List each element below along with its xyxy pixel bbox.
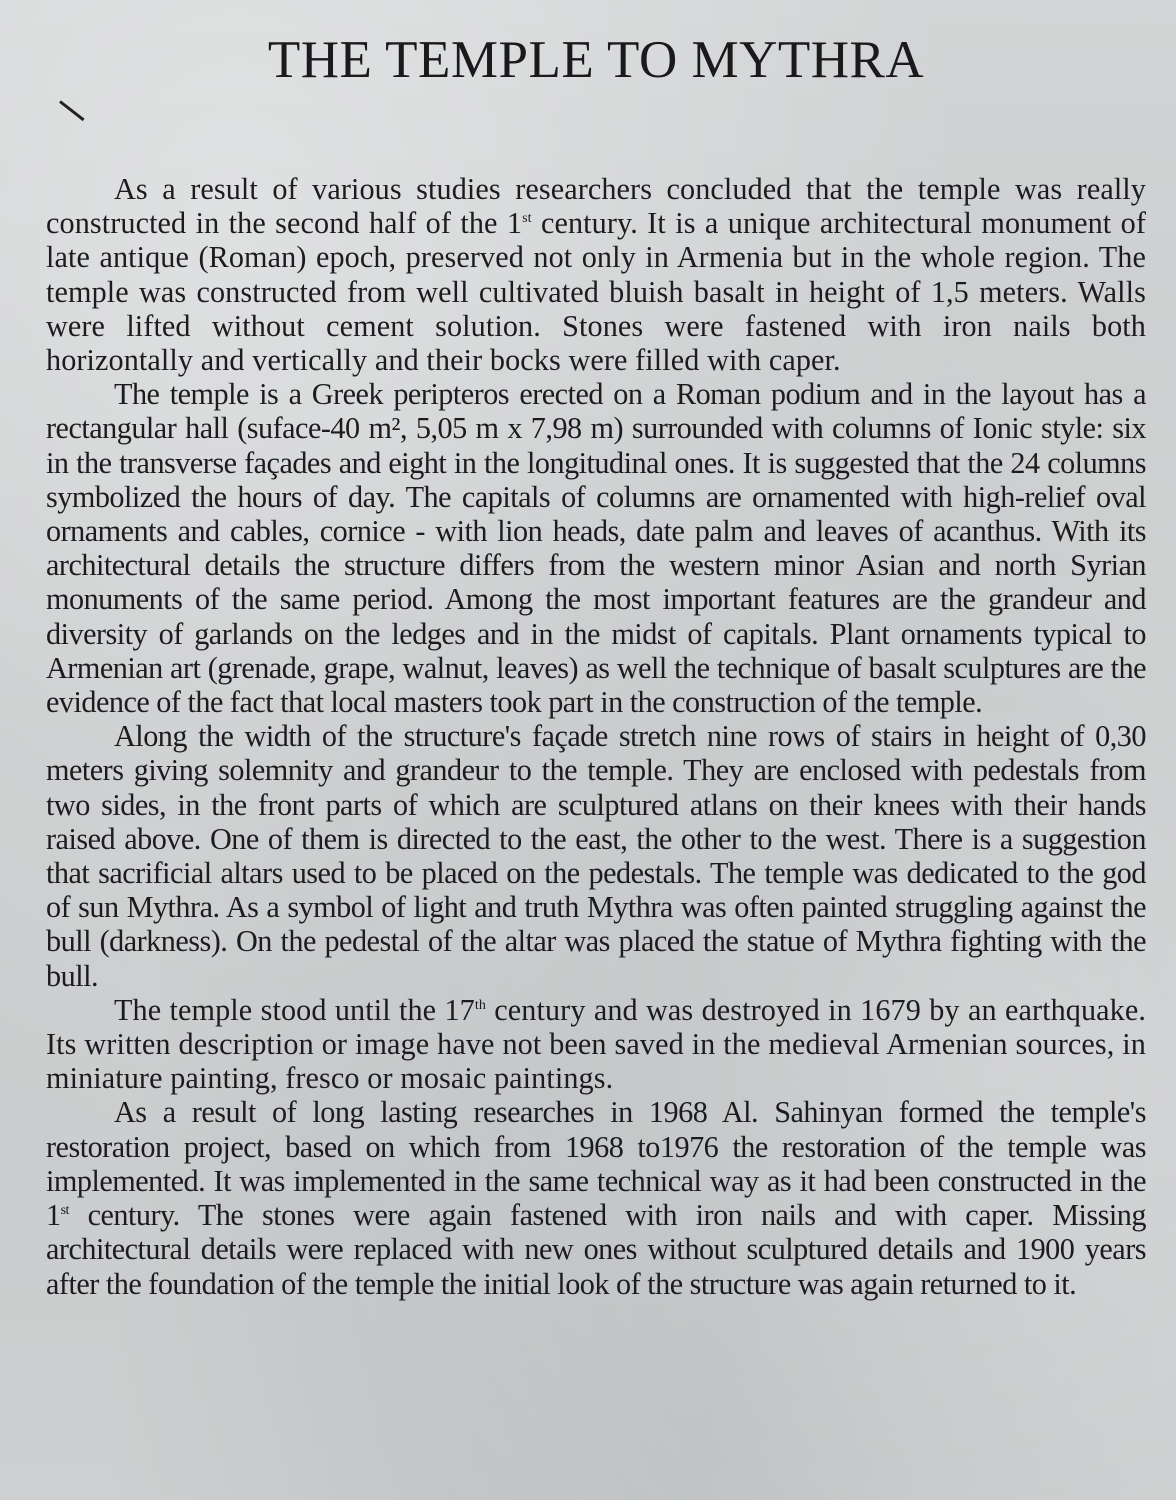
scratch-mark [59,100,84,121]
paragraph-4-text: The temple stood until the 17 [114,992,475,1027]
ordinal-suffix: st [60,1203,69,1219]
paragraph-1-text: As a result of various studies researchers concluded that the temple was really constructed in the second half of the 1 [46,172,1146,241]
paragraph-3: Along the width of the structure's façade stretch nine rows of stairs in height of 0,30 meters giving solemnity and grandeur to the temple. They are enclosed with pedestals from two sides, in the front parts of which are sculptured atlans on their knees with their hands raised above. One of them is directed to the east, the other to the west. There is a suggestion that sacrificial altars used to be placed on the pedestals. The temple was dedicated to the god of sun Mythra. As a symbol of light and truth Mythra was often painted struggling against the bull (darkness). On the pedestal of the altar was placed the statue of Mythra fighting with the bull. [46,719,1146,993]
paragraph-1-text-cont: century. It is a unique architectural monument of late antique (Roman) epoch, preserved not only in Armenia but in the whole region. The temple was constructed from well cultivated bluish basalt in height of 1,5 meters. Walls were lifted without cement solution. Stones were fastened with iron nails both horizontally and vertically and their bocks were filled with caper. [46,206,1146,378]
paragraph-5-text: As a result of long lasting researches in 1968 Al. Sahinyan formed the temple's restoration project, based on which from 1968 to1976 the restoration of the temple was implemented. It was implemented in the same technical way as it had been constructed in the 1 [46,1095,1146,1233]
paragraph-4-text-cont: century and was destroyed in 1679 by an earthquake. Its written description or image have not been saved in the medieval Armenian sources, in miniature painting, fresco or mosaic paintings. [46,992,1147,1096]
paragraph-5 [46,1095,1146,1300]
paragraph-1 [46,172,1146,377]
ordinal-suffix: st [522,211,532,227]
paragraph-5-text-cont: century. The stones were again fastened with iron nails and with caper. Missing architectural details were replaced with new ones without sculptured details and 1900 years after the foundation of the temple the initial look of the structure was again returned to it. [46,1198,1146,1301]
page-title: THE TEMPLE TO MYTHRA [267,31,925,89]
ordinal-suffix: th [474,997,486,1013]
plaque-body [46,172,1146,1301]
paragraph-2: The temple is a Greek peripteros erected on a Roman podium and in the layout has a rectangular hall (suface-40 m², 5,05 m x 7,98 m) surrounded with columns of Ionic style: six in the transverse façades and eight in the longitudinal ones. It is suggested that the 24 columns symbolized the hours of day. The capitals of columns are ornamented with high-relief oval ornaments and cables, cornice - with lion heads, date palm and leaves of acanthus. With its architectural details the structure differs from the western minor Asian and north Syrian monuments of the same period. Among the most important features are the grandeur and diversity of garlands on the ledges and in the midst of capitals. Plant ornaments typical to Armenian art (grenade, grape, walnut, leaves) as well the technique of basalt sculptures are the evidence of the fact that local masters took part in the construction of the temple. [46,377,1146,720]
paragraph-4 [46,993,1146,1096]
